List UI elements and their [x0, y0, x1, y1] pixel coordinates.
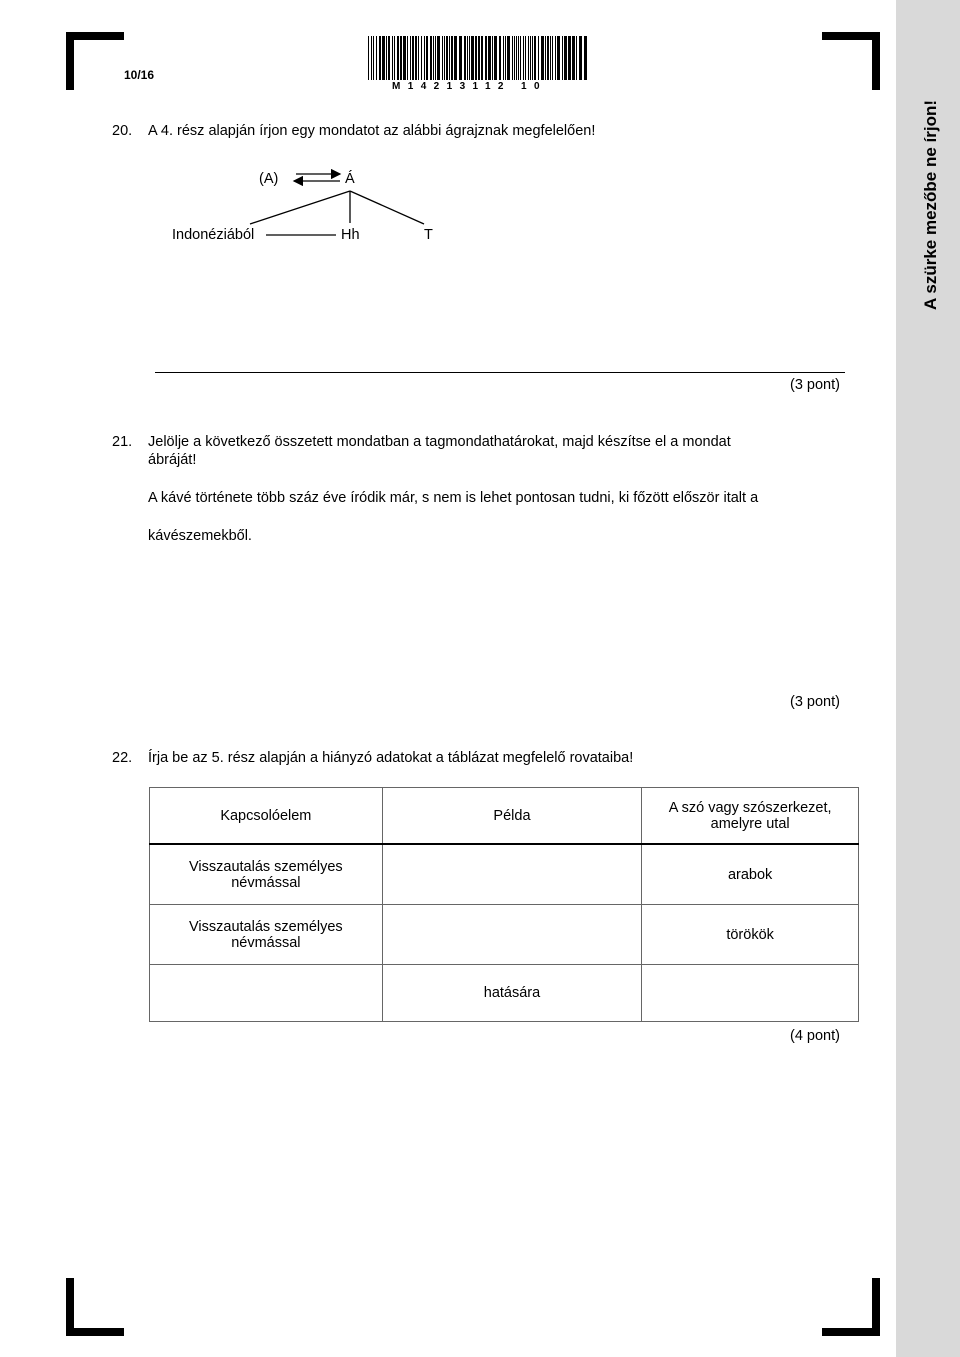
q20-points: (3 pont) [790, 377, 840, 393]
tree-node-a: (A) [259, 171, 279, 187]
table-header-row [150, 788, 859, 845]
table-row [150, 844, 859, 905]
q21-drawing-area[interactable] [148, 560, 848, 680]
page-number: 10/16 [124, 68, 155, 82]
table-cell: Visszautalás személyes névmással [150, 844, 383, 905]
q21-points: (3 pont) [790, 694, 840, 710]
tree-node-right: T [424, 227, 433, 243]
table-header-cell: Kapcsolóelem [150, 788, 383, 845]
q21-prompt-line1: Jelölje a következő összetett mondatban a tagmondathatárokat, majd készítse el a mondat [148, 434, 731, 450]
table-cell: hatására [382, 965, 642, 1022]
table-cell: arabok [642, 844, 859, 905]
q20-prompt: A 4. rész alapján írjon egy mondatot az alábbi ágrajznak megfelelően! [148, 123, 596, 139]
q22-table [149, 787, 859, 1022]
table-header-cell: A szó vagy szószerkezet, amelyre utal [642, 788, 859, 845]
table-header-cell: Példa [382, 788, 642, 845]
q20-answer-line[interactable] [155, 372, 845, 373]
corner-mark-bottom-right [822, 1278, 880, 1336]
corner-mark-bottom-left [66, 1278, 124, 1336]
table-cell: Visszautalás személyes névmással [150, 905, 383, 965]
tree-node-mid: Hh [341, 227, 360, 243]
q22-number: 22. [112, 750, 133, 766]
q20-number: 20. [112, 123, 133, 139]
table-cell: törökök [642, 905, 859, 965]
tree-node-left: Indonéziából [172, 227, 255, 243]
table-cell-blank[interactable] [150, 965, 383, 1022]
q21-prompt-line2: ábráját! [148, 452, 197, 468]
table-row [150, 905, 859, 965]
sidebar-notice: A szürke mezőbe ne írjon! [921, 99, 940, 310]
q21-sentence-line2: kávészemekből. [148, 528, 252, 544]
q21-sentence-line1: A kávé története több száz éve íródik már, s nem is lehet pontosan tudni, ki főzött először italt a [148, 490, 759, 506]
q22-prompt: Írja be az 5. rész alapján a hiányzó adatokat a táblázat megfelelő rovataiba! [148, 750, 634, 766]
q21-number: 21. [112, 434, 133, 450]
table-cell-blank[interactable] [642, 965, 859, 1022]
table-row [150, 965, 859, 1022]
q22-points: (4 pont) [790, 1028, 840, 1044]
tree-diagram-lines [0, 0, 896, 300]
table-cell-blank[interactable] [382, 905, 642, 965]
tree-node-top: Á [345, 171, 355, 187]
table-cell-blank[interactable] [382, 844, 642, 905]
barcode-digits: M14213112 10 [392, 81, 547, 92]
